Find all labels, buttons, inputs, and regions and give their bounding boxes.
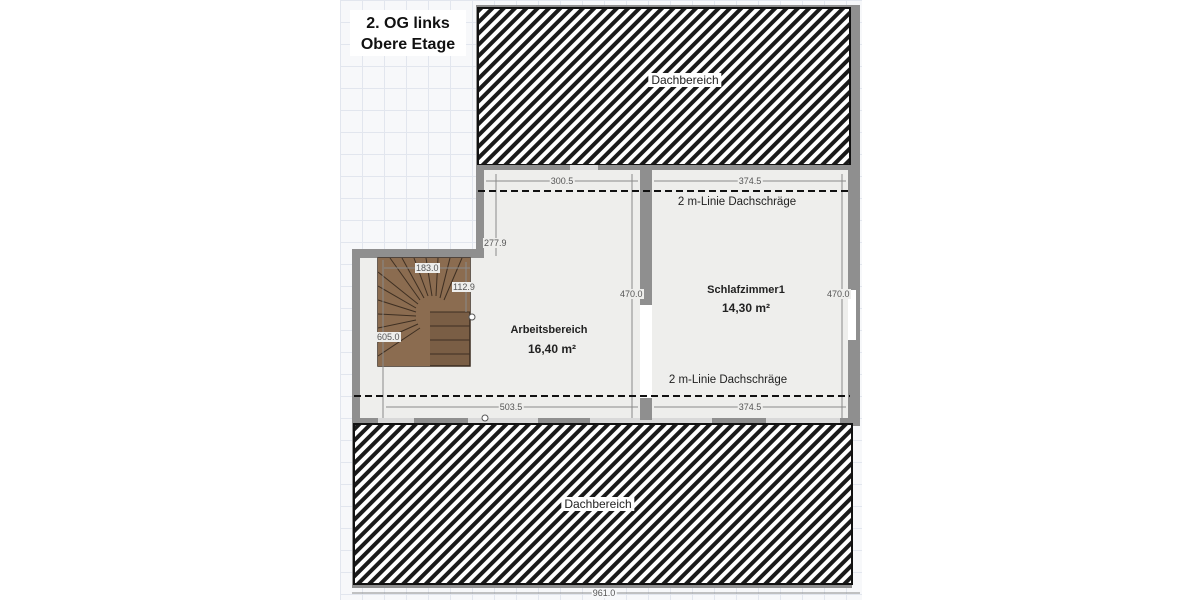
window-bottom-4 <box>766 418 840 423</box>
dim-stair-width: 183.0 <box>416 263 439 273</box>
roof-label-top: Dachbereich <box>648 73 721 87</box>
window-bottom-1 <box>378 418 414 423</box>
dim-bedroom-top-width: 374.5 <box>738 176 762 186</box>
plan-title-line2: Obere Etage <box>360 36 456 53</box>
slope-label-top: 2 m-Linie Dachschräge <box>677 196 797 208</box>
dim-bedroom-bottom-width: 374.5 <box>738 402 762 412</box>
dim-stair-depth: 112.9 <box>453 282 475 292</box>
dim-total-width: 961.0 <box>592 588 616 598</box>
dim-work-top-width: 300.5 <box>550 176 574 186</box>
plan-title <box>350 10 466 56</box>
dim-work-bottom-width: 503.5 <box>499 402 523 412</box>
room-area-work: 16,40 m² <box>527 342 577 356</box>
dim-bedroom-right-height: 470.0 <box>827 289 850 299</box>
partition-wall-lower <box>640 398 652 420</box>
staircase <box>378 258 475 366</box>
window-bottom-2 <box>468 418 538 423</box>
room-name-bedroom: Schlafzimmer1 <box>707 284 785 296</box>
dim-work-right-height: 470.0 <box>620 289 643 299</box>
room-area-bedroom: 14,30 m² <box>721 301 771 315</box>
slope-label-bottom: 2 m-Linie Dachschräge <box>668 374 788 386</box>
dim-work-left-height: 605.0 <box>377 332 400 342</box>
plan-title-line1: 2. OG links <box>366 15 450 32</box>
room-name-work: Arbeitsbereich <box>510 324 588 336</box>
window-top <box>570 165 598 170</box>
roof-label-bottom: Dachbereich <box>561 497 634 511</box>
wall-strip-top <box>476 165 860 170</box>
dim-work-height-upper: 277.9 <box>484 238 507 248</box>
dimension-marker <box>482 415 488 421</box>
